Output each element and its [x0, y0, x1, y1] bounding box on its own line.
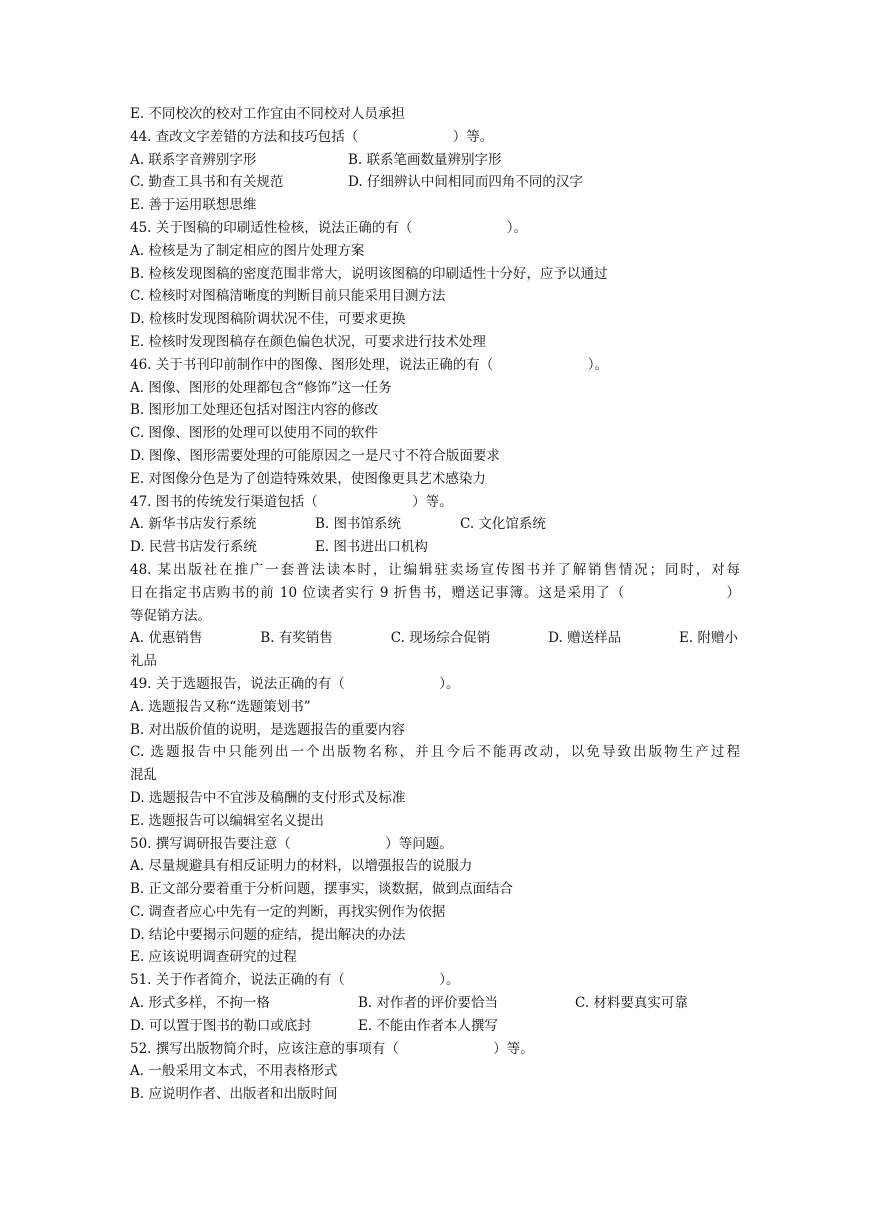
- q45-option-e: E. 检核时发现图稿存在颜色偏色状况，可要求进行技术处理: [130, 333, 486, 350]
- q48-option-e-wrap: 礼品: [130, 653, 157, 670]
- q49-option-d: D. 选题报告中不宜涉及稿酬的支付形式及标准: [130, 789, 406, 806]
- q48-options-row: [130, 627, 738, 650]
- q44-option-a: A. 联系字音辨别字形: [130, 151, 257, 168]
- document-page: [130, 103, 740, 1106]
- q50-option-b: B. 正文部分要着重于分析问题，摆事实，谈数据，做到点面结合: [130, 881, 514, 898]
- q47-options-row2: [130, 536, 740, 559]
- q45-option-b: B. 检核发现图稿的密度范围非常大，说明该图稿的印刷适性十分好，应予以通过: [130, 265, 608, 282]
- q52-option-b: B. 应说明作者、出版者和出版时间: [130, 1086, 338, 1103]
- q44-option-c: C. 勤查工具书和有关规范: [130, 174, 284, 191]
- q44-options-row1: [130, 149, 740, 172]
- q46-option-a: A. 图像、图形的处理都包含“修饰”这一任务: [130, 379, 392, 396]
- q50-option-a: A. 尽量规避具有相反证明力的材料，以增强报告的说服力: [130, 858, 473, 875]
- q45-option-d: D. 检核时发现图稿阶调状况不佳，可要求更换: [130, 311, 406, 328]
- q48-option-c: C. 现场综合促销: [390, 630, 491, 647]
- q44-option-e: E. 善于运用联想思维: [130, 197, 257, 214]
- q52-option-a: A. 一般采用文本式，不用表格形式: [130, 1063, 338, 1080]
- q48-option-e: E. 附赠小: [679, 630, 738, 647]
- q48-option-b: B. 有奖销售: [260, 630, 333, 647]
- q45-option-a: A. 检核是为了制定相应的图片处理方案: [130, 242, 365, 259]
- q48-stem-line2: 日在指定书店购书的前 10 位读者实行 9 折售书，赠送记事簿。这是采用了（ ）: [130, 584, 740, 601]
- q50-option-e: E. 应该说明调查研究的过程: [130, 949, 297, 966]
- q48-option-a: A. 优惠销售: [130, 630, 203, 647]
- q49-option-e: E. 选题报告可以编辑室名义提出: [130, 812, 324, 829]
- q51-option-b: B. 对作者的评价要恰当: [358, 995, 499, 1012]
- q48-stem-line3: 等促销方法。: [130, 607, 211, 624]
- q49-option-c-wrap: 混乱: [130, 767, 157, 784]
- q45-option-c: C. 检核时对图稿清晰度的判断目前只能采用目测方法: [130, 288, 446, 305]
- q51-option-e: E. 不能由作者本人撰写: [358, 1017, 498, 1034]
- q47-option-d: D. 民营书店发行系统: [130, 539, 257, 556]
- q47-option-c: C. 文化馆系统: [460, 516, 546, 533]
- q46-option-d: D. 图像、图形需要处理的可能原因之一是尺寸不符合版面要求: [130, 447, 500, 464]
- q49-option-c: C. 选题报告中只能列出一个出版物名称，并且今后不能再改动，以免导致出版物生产过程: [130, 744, 740, 761]
- q49-option-b: B. 对出版价值的说明，是选题报告的重要内容: [130, 721, 406, 738]
- q45-stem: 45. 关于图稿的印刷适性检核，说法正确的有（ ）。: [130, 219, 528, 236]
- q44-options-row2: [130, 171, 740, 194]
- q52-stem: 52. 撰写出版物简介时，应该注意的事项有（ ）等。: [130, 1040, 534, 1057]
- q51-option-a: A. 形式多样，不拘一格: [130, 995, 270, 1012]
- q47-option-b: B. 图书馆系统: [315, 516, 402, 533]
- q48-stem-line1: 48. 某出版社在推广一套普法读本时，让编辑驻卖场宣传图书并了解销售情况；同时，对每: [130, 561, 740, 578]
- q51-options-row1: [130, 992, 740, 1015]
- q49-stem: 49. 关于选题报告，说法正确的有（ ）。: [130, 675, 460, 692]
- q43-option-e: E. 不同校次的校对工作宜由不同校对人员承担: [130, 106, 405, 122]
- q47-options-row1: [130, 513, 740, 536]
- q51-option-c: C. 材料要真实可靠: [575, 995, 688, 1012]
- q44-option-d: D. 仔细辨认中间相同而四角不同的汉字: [348, 174, 583, 191]
- q47-option-e: E. 图书进出口机构: [315, 539, 428, 556]
- q44-stem: 44. 查改文字差错的方法和技巧包括（ ）等。: [130, 128, 494, 145]
- q51-option-d: D. 可以置于图书的勒口或底封: [130, 1017, 311, 1034]
- q46-option-c: C. 图像、图形的处理可以使用不同的软件: [130, 425, 378, 442]
- q46-option-e: E. 对图像分色是为了创造特殊效果，使图像更具艺术感染力: [130, 470, 486, 487]
- q46-option-b: B. 图形加工处理还包括对图注内容的修改: [130, 402, 379, 419]
- q44-option-b: B. 联系笔画数量辨别字形: [348, 151, 502, 168]
- q46-stem: 46. 关于书刊印前制作中的图像、图形处理，说法正确的有（ ）。: [130, 356, 609, 373]
- q50-option-d: D. 结论中要揭示问题的症结，提出解决的办法: [130, 926, 406, 943]
- q51-stem: 51. 关于作者简介，说法正确的有（ ）。: [130, 972, 460, 989]
- q47-option-a: A. 新华书店发行系统: [130, 516, 257, 533]
- q50-stem: 50. 撰写调研报告要注意（ ）等问题。: [130, 835, 453, 852]
- q49-option-a: A. 选题报告又称“选题策划书”: [130, 698, 311, 715]
- q47-stem: 47. 图书的传统发行渠道包括（ ）等。: [130, 493, 453, 510]
- q48-option-d: D. 赠送样品: [548, 630, 622, 647]
- q50-option-c: C. 调查者应心中先有一定的判断，再找实例作为依据: [130, 903, 446, 920]
- q51-options-row2: [130, 1015, 740, 1038]
